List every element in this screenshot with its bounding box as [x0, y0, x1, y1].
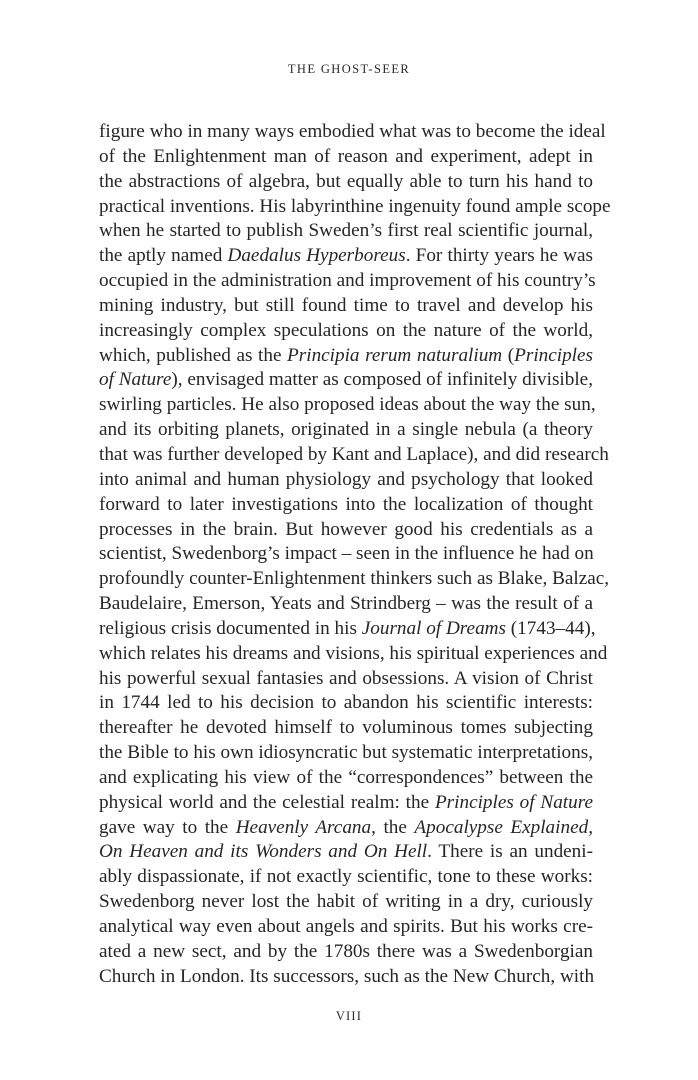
text-line	[99, 542, 593, 567]
text-line	[99, 890, 593, 915]
text-line	[99, 195, 611, 220]
text-line	[99, 840, 593, 865]
text-run: Church in London. Its successors, such as the New Church, with	[99, 965, 595, 987]
italic-title: of Nature	[99, 369, 172, 391]
text-run: the aptly named	[99, 245, 228, 267]
text-run: processes in the brain. But however good his credentials as a	[99, 518, 593, 540]
text-run: analytical way even about angels and spirits. But his works cre-	[99, 916, 593, 937]
text-line	[99, 344, 593, 369]
italic-title: Principles	[514, 344, 593, 366]
text-line	[99, 468, 593, 493]
text-run: . There is an undeni-	[427, 841, 593, 863]
text-run: scientist, Swedenborg’s impact – seen in the influence he had on	[99, 543, 594, 565]
text-line	[99, 518, 593, 543]
text-run: which, published as the	[99, 344, 288, 366]
italic-title: Principles of Nature	[434, 791, 593, 813]
italic-title: Daedalus Hyperboreus	[227, 245, 406, 267]
italic-title: Apocalypse Explained,	[414, 816, 593, 838]
text-line	[99, 319, 593, 344]
text-run: the Bible to his own idiosyncratic but systematic interpretations,	[99, 742, 593, 764]
text-line	[99, 567, 610, 592]
text-run: swirling particles. He also proposed ideas about the way the sun,	[99, 394, 596, 416]
text-run: when he started to publish Sweden’s first real scientific journal,	[99, 220, 593, 242]
text-line	[99, 642, 608, 667]
text-run: in 1744 led to his decision to abandon his scientific interests:	[99, 692, 593, 714]
text-run: ably dispassionate, if not exactly scientific, tone to these works:	[99, 866, 593, 888]
text-run: the abstractions of algebra, but equally able to turn his hand to	[99, 170, 593, 192]
text-line	[99, 592, 593, 617]
text-run: forward to later investigations into the localization of thought	[99, 493, 593, 515]
text-run: which relates his dreams and visions, his spiritual experiences and	[99, 642, 608, 664]
text-line	[99, 443, 609, 468]
text-run: his powerful sexual fantasies and obsessions. A vision of Christ	[99, 667, 593, 689]
text-run: religious crisis documented in his	[99, 617, 362, 639]
text-run: into animal and human physiology and psychology that looked	[99, 468, 593, 490]
text-line	[99, 865, 593, 890]
text-line	[99, 219, 593, 244]
text-run: ), envisaged matter as composed of infinitely divisible,	[171, 369, 593, 391]
text-line	[99, 368, 593, 393]
text-run: mining industry, but still found time to travel and develop his	[99, 294, 593, 316]
text-line	[99, 269, 596, 294]
page-number: VIII	[335, 1009, 363, 1023]
text-run: . For thirty years he was	[405, 245, 594, 267]
text-run: gave way to the	[99, 816, 236, 838]
text-run: (	[502, 344, 515, 366]
text-run: increasingly complex speculations on the nature of the world,	[99, 319, 593, 341]
text-run: figure who in many ways embodied what was to become the ideal	[99, 121, 606, 142]
text-line	[99, 493, 593, 518]
text-line	[99, 691, 593, 716]
italic-title: Journal of Dreams	[361, 617, 506, 639]
text-line	[99, 816, 593, 841]
text-line	[99, 294, 593, 319]
text-run: of the Enlightenment man of reason and experiment, adept in	[99, 145, 593, 167]
text-line	[99, 940, 593, 965]
text-line	[99, 915, 593, 940]
text-line	[99, 791, 593, 816]
text-run: and its orbiting planets, originated in a single nebula (a theory	[99, 419, 593, 441]
running-head: THE GHOST-SEER	[287, 62, 411, 76]
text-line	[99, 617, 596, 642]
italic-title: On Heaven and its Wonders and On Hell	[99, 841, 428, 863]
text-line	[99, 244, 593, 269]
body-paragraph	[99, 120, 611, 990]
text-run: (1743–44),	[506, 617, 596, 639]
text-line	[99, 170, 593, 195]
text-run: that was further developed by Kant and Laplace), and did research	[99, 443, 609, 465]
text-run: thereafter he devoted himself to voluminous tomes subjecting	[99, 717, 593, 739]
text-run: occupied in the administration and improvement of his country’s	[99, 270, 596, 292]
text-run: and explicating his view of the “correspondences” between the	[99, 766, 593, 788]
text-line	[99, 741, 593, 766]
text-line	[99, 120, 606, 145]
text-run: Baudelaire, Emerson, Yeats and Strindberg – was the result of a	[99, 593, 593, 615]
text-line	[99, 716, 593, 741]
italic-title: Principia rerum naturalium	[287, 344, 503, 366]
text-line	[99, 965, 593, 990]
text-run: physical world and the celestial realm: the	[99, 791, 435, 813]
text-run: , the	[371, 816, 415, 838]
text-run: ated a new sect, and by the 1780s there was a Swedenborgian	[99, 940, 593, 962]
italic-title: Heavenly Arcana	[235, 816, 372, 838]
text-line	[99, 418, 593, 443]
text-line	[99, 766, 593, 791]
text-line	[99, 145, 593, 170]
text-run: practical inventions. His labyrinthine ingenuity found ample scope	[99, 195, 611, 217]
text-line	[99, 667, 593, 692]
text-run: profoundly counter-Enlightenment thinkers such as Blake, Balzac,	[99, 568, 610, 590]
text-line	[99, 393, 596, 418]
text-run: Swedenborg never lost the habit of writing in a dry, curiously	[99, 891, 593, 913]
